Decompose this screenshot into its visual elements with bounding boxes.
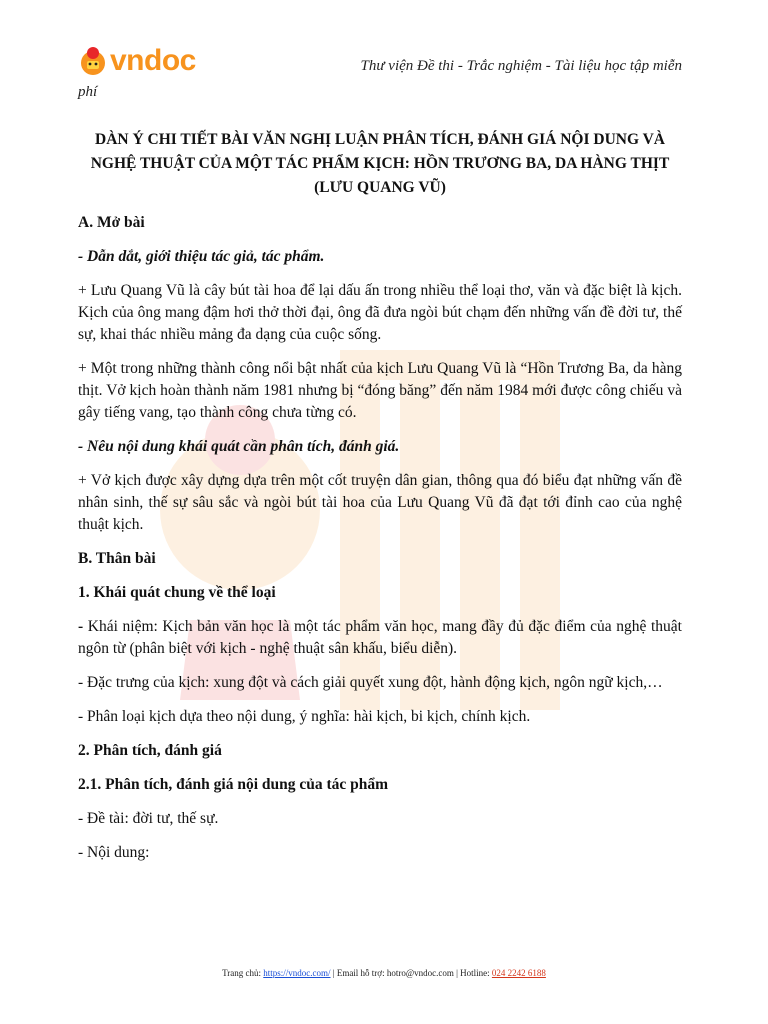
paragraph: - Đề tài: đời tư, thế sự. xyxy=(78,810,219,827)
page-header xyxy=(78,44,682,104)
subsection-heading: 1. Khái quát chung về thể loại xyxy=(78,584,276,601)
subsection-heading: - Dẫn dắt, giới thiệu tác giả, tác phẩm. xyxy=(78,248,325,265)
bold-dash: - xyxy=(78,618,84,635)
paragraph: + Một trong những thành công nổi bật nhất của kịch Lưu Quang Vũ là “Hồn Trương Ba, da hàng thịt. Vở kịch hoàn thành năm 1981 nhưng bị “đóng băng” đến năm 1984 mới được công chiếu và gây tiếng vang, tạo thành công chưa từng có. xyxy=(78,360,682,421)
subsection-heading: 2.1. Phân tích, đánh giá nội dung của tác phẩm xyxy=(78,776,389,793)
paragraph: - Phân loại kịch dựa theo nội dung, ý nghĩa: hài kịch, bi kịch, chính kịch. xyxy=(78,708,531,725)
section-heading: B. Thân bài xyxy=(78,550,156,567)
paragraph-text: Khái niệm: Kịch bản văn học là một tác phẩm văn học, mang đầy đủ đặc điểm của nghệ thuật ngôn từ (phân biệt với kịch - nghệ thuật sân khấu, biểu diễn). xyxy=(78,618,682,657)
document-body xyxy=(78,128,682,876)
footer-hotline[interactable]: 024 2242 6188 xyxy=(491,968,546,978)
subsection-heading: 2. Phân tích, đánh giá xyxy=(78,742,222,759)
header-tagline-wrap: phí xyxy=(78,84,98,100)
paragraph: + Vở kịch được xây dựng dựa trên một cốt truyện dân gian, thông qua đó biểu đạt những vấn đề nhân sinh, thế sự sâu sắc và ngòi bút tài hoa của Lưu Quang Vũ đã đạt tới đỉnh cao của nghệ thuật kịch. xyxy=(78,472,682,533)
vndoc-logo[interactable] xyxy=(78,44,196,78)
header-tagline: Thư viện Đề thi - Trắc nghiệm - Tài liệu học tập miễn xyxy=(360,58,682,74)
section-heading: A. Mở bài xyxy=(78,214,145,231)
logo-text: vndoc xyxy=(110,44,196,77)
paragraph xyxy=(78,616,682,660)
footer-email-label: | Email hỗ trợ: hotro@vndoc.com | Hotline: xyxy=(330,968,492,978)
mascot-icon xyxy=(78,45,108,77)
document-title: DÀN Ý CHI TIẾT BÀI VĂN NGHỊ LUẬN PHÂN TÍCH, ĐÁNH GIÁ NỘI DUNG VÀ NGHỆ THUẬT CỦA MỘT TÁC PHẨM KỊCH: HỒN TRƯƠNG BA, DA HÀNG THỊT (LƯU QUANG VŨ) xyxy=(90,131,670,196)
paragraph: + Lưu Quang Vũ là cây bút tài hoa để lại dấu ấn trong nhiều thể loại thơ, văn và đặc biệt là kịch. Kịch của ông mang đậm hơi thở thời đại, ông đã đưa ngòi bút chạm đến những vấn đề đời tư, thế sự, khai thác nhiều mảng đa dạng của cuộc sống. xyxy=(78,282,682,343)
footer-home-link[interactable]: https://vndoc.com/ xyxy=(263,968,331,978)
subsection-heading: - Nêu nội dung khái quát cần phân tích, đánh giá. xyxy=(78,438,400,455)
footer-home-label: Trang chủ: xyxy=(222,968,264,978)
paragraph: - Đặc trưng của kịch: xung đột và cách giải quyết xung đột, hành động kịch, ngôn ngữ kịch,… xyxy=(78,674,663,691)
page-footer xyxy=(0,968,768,978)
paragraph: - Nội dung: xyxy=(78,844,150,861)
